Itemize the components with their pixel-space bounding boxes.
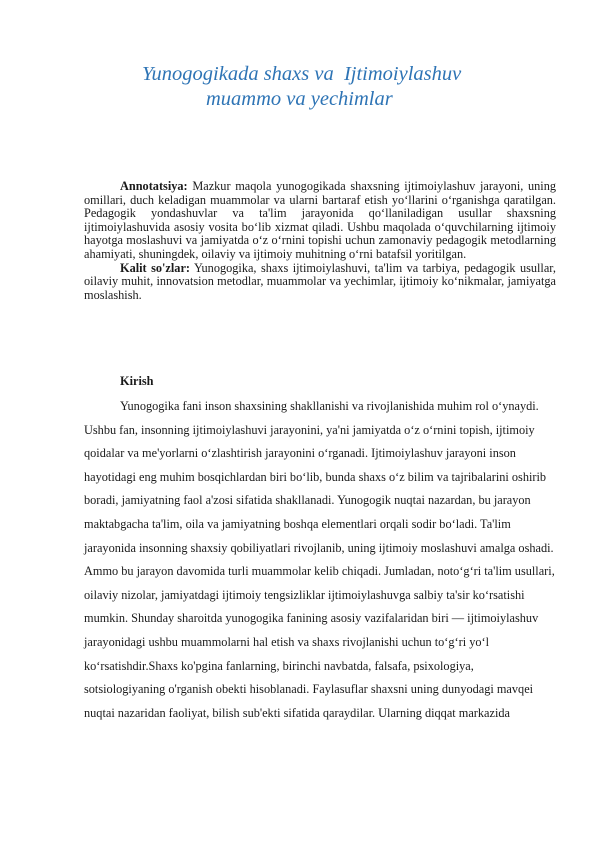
keywords-text: Yunogogika, shaxs ijtimoiylashuvi, ta'lim va tarbiya, pedagogik usullar, oilaviy muhit, innovatsion metodlar, muammolar va yechimlar, ijtimoiy ko‘nikmalar, jamiyatga moslashish. <box>84 260 556 302</box>
abstract-block <box>84 180 556 302</box>
intro-body <box>84 395 556 725</box>
abstract-text: Mazkur maqola yunogogikada shaxsning ijtimoiylashuv jarayoni, uning omillari, duch keladigan muammolar va ularni bartaraf etish yo‘llarini o‘rganishga qaratilgan. Pedagogik yondashuvlar va ta'lim jarayonida qo‘llaniladigan usullar shaxsning ijtimoiylashuvida asosiy vosita bo‘lib xizmat qiladi. Ushbu maqolada o‘quvchilarning ijtimoiy hayotga moslashuvi va jamiyatda o‘z o‘rnini topishi uchun zamonaviy pedagogik metodlarning ahamiyati, shuningdek, oilaviy va ijtimoiy muhitning o‘rni batafsil yoritilgan. <box>84 179 556 261</box>
title-line-2: muammo va yechimlar <box>206 88 393 110</box>
title-line-1: Yunogogikada shaxs va Ijtimoiylashuv <box>142 63 462 85</box>
abstract-label: Annotatsiya: <box>120 179 188 193</box>
intro-paragraph: Yunogogika fani inson shaxsining shakllanishi va rivojlanishida muhim rol o‘ynaydi. Ushbu fan, insonning ijtimoiylashuvi jarayonini, ya'ni jamiyatda o‘z o‘rnini topish, ijtimoiy qoidalar va me'yorlarni o‘zlashtirish jarayonini o‘rganadi. Ijtimoiylashuv jarayoni inson hayotidagi eng muhim bosqichlardan biri bo‘lib, bunda shaxs o‘z bilim va tajribalarini oshirib boradi, jamiyatning faol a'zosi sifatida shakllanadi. Yunogogik nuqtai nazardan, bu jarayon maktabgacha ta'lim, oila va jamiyatning boshqa elementlari orqali sodir bo‘ladi. Ta'lim jarayonida insonning shaxsiy qobiliyatlari rivojlanib, uning ijtimoiy moslashuvi amalga oshadi. Ammo bu jarayon davomida turli muammolar kelib chiqadi. Jumladan, noto‘g‘ri ta'lim usullari, oilaviy nizolar, jamiyatdagi ijtimoiy tengsizliklar ijtimoiylashuvga salbiy ta'sir ko‘rsatishi mumkin. Shunday sharoitda yunogogika fanining asosiy vazifalaridan biri — ijtimoiylashuv jarayonidagi ushbu muammolarni hal etish va shaxs rivojlanishi uchun to‘g‘ri yo‘l ko‘rsatishdir.Shaxs ko'pgina fanlarning, birinchi navbatda, falsafa, psixologiya, sotsiologiyaning o'rganish obekti hisoblanadi. Faylasuflar shaxsni uning dunyodagi mavqei nuqtai nazaridan faoliyat, bilish sub'ekti sifatida qaraydilar. Ularning diqqat markazida <box>84 399 555 720</box>
abstract-paragraph <box>84 180 556 262</box>
section-heading-intro: Kirish <box>120 374 154 388</box>
keywords-label: Kalit so'zlar: <box>120 260 191 275</box>
article-title <box>84 62 564 112</box>
keywords-paragraph <box>84 262 556 303</box>
